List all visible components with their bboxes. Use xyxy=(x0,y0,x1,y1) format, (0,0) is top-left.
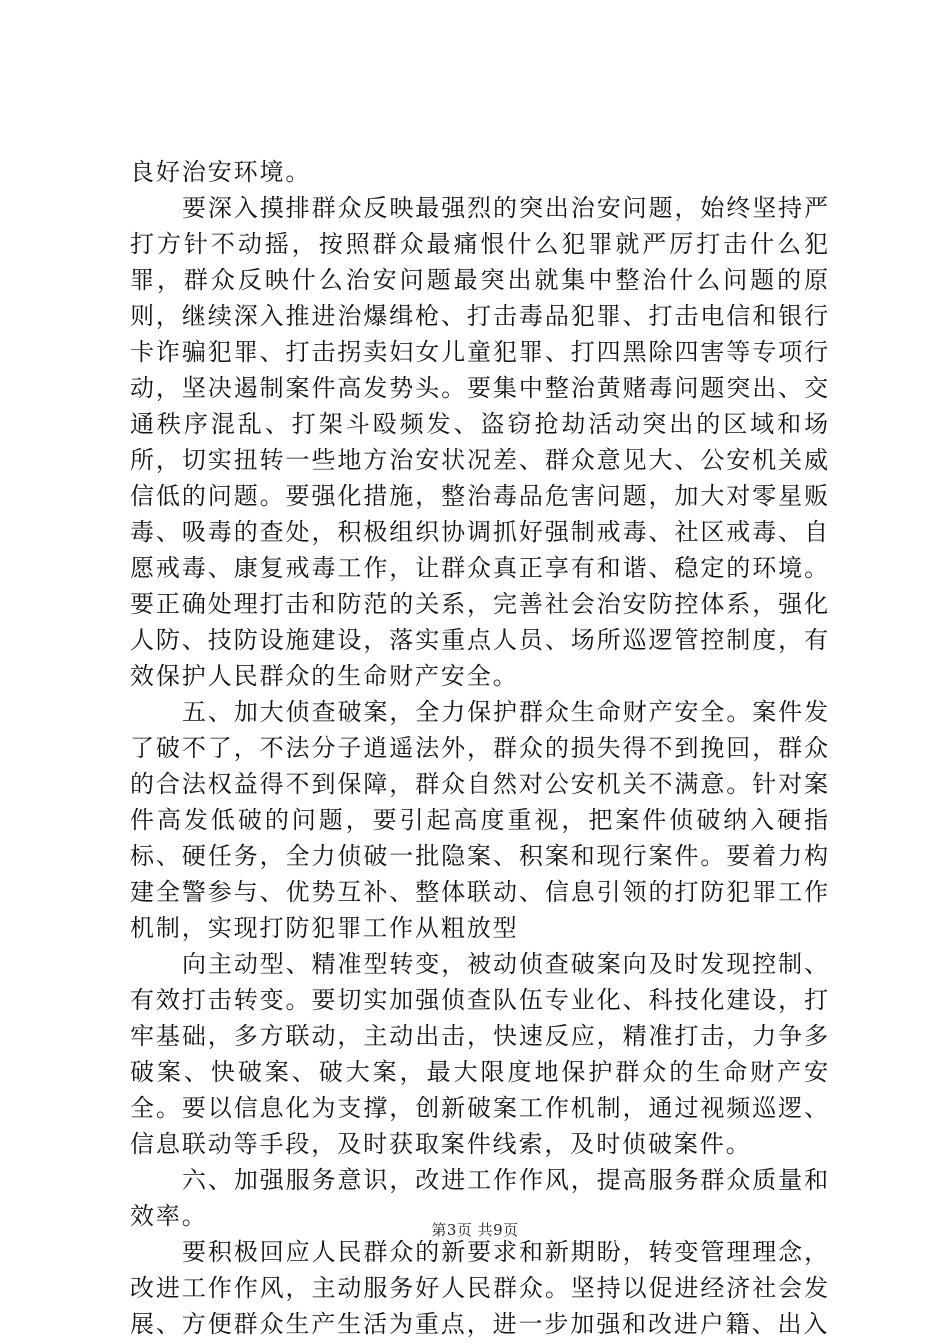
paragraph: 五、加大侦查破案，全力保护群众生命财产安全。案件发了破不了，不法分子逍遥法外，群众的损失得不到挽回，群众的合法权益得不到保障，群众自然对公安机关不满意。针对案件高发低破的问题，要引起高度重视，把案件侦破纳入硬指标、硬任务，全力侦破一批隐案、积案和现行案件。要着力构建全警参与、优势互补、整体联动、信息引领的打防犯罪工作机制，实现打防犯罪工作从粗放型 xyxy=(130,698,830,942)
paragraph: 六、加强服务意识，改进工作作风，提高服务群众质量和效率。 xyxy=(130,1166,830,1230)
paragraph: 要深入摸排群众反映最强烈的突出治安问题，始终坚持严打方针不动摇，按照群众最痛恨什么犯罪就严厉打击什么犯罪，群众反映什么治安问题最突出就集中整治什么问题的原则，继续深入推进治爆缉枪、打击毒品犯罪、打击电信和银行卡诈骗犯罪、打击拐卖妇女儿童犯罪、打四黑除四害等专项行动，坚决遏制案件高发势头。要集中整治黄赌毒问题突出、交通秩序混乱、打架斗殴频发、盗窃抢劫活动突出的区域和场所，切实扭转一些地方治安状况差、群众意见大、公安机关威信低的问题。要强化措施，整治毒品危害问题，加大对零星贩毒、吸毒的查处，积极组织协调抓好强制戒毒、社区戒毒、自愿戒毒、康复戒毒工作，让群众真正享有和谐、稳定的环境。要正确处理打击和防范的关系，完善社会治安防控体系，强化人防、技防设施建设，落实重点人员、场所巡逻管控制度，有效保护人民群众的生命财产安全。 xyxy=(130,194,830,690)
paragraph: 向主动型、精准型转变，被动侦查破案向及时发现控制、有效打击转变。要切实加强侦查队伍专业化、科技化建设，打牢基础，多方联动，主动出击，快速反应，精准打击，力争多破案、快破案、破大案，最大限度地保护群众的生命财产安全。要以信息化为支撑，创新破案工作机制，通过视频巡逻、信息联动等手段，及时获取案件线索，及时侦破案件。 xyxy=(130,950,830,1158)
paragraph: 良好治安环境。 xyxy=(130,158,312,186)
document-body xyxy=(130,154,830,1342)
paragraph: 要积极回应人民群众的新要求和新期盼，转变管理理念，改进工作作风，主动服务好人民群众。坚持以促进经济社会发展、方便群众生产生活为重点，进一步加强和改进户籍、出入 xyxy=(130,1238,830,1338)
page-footer: 第3页 共9页 xyxy=(431,1221,519,1239)
